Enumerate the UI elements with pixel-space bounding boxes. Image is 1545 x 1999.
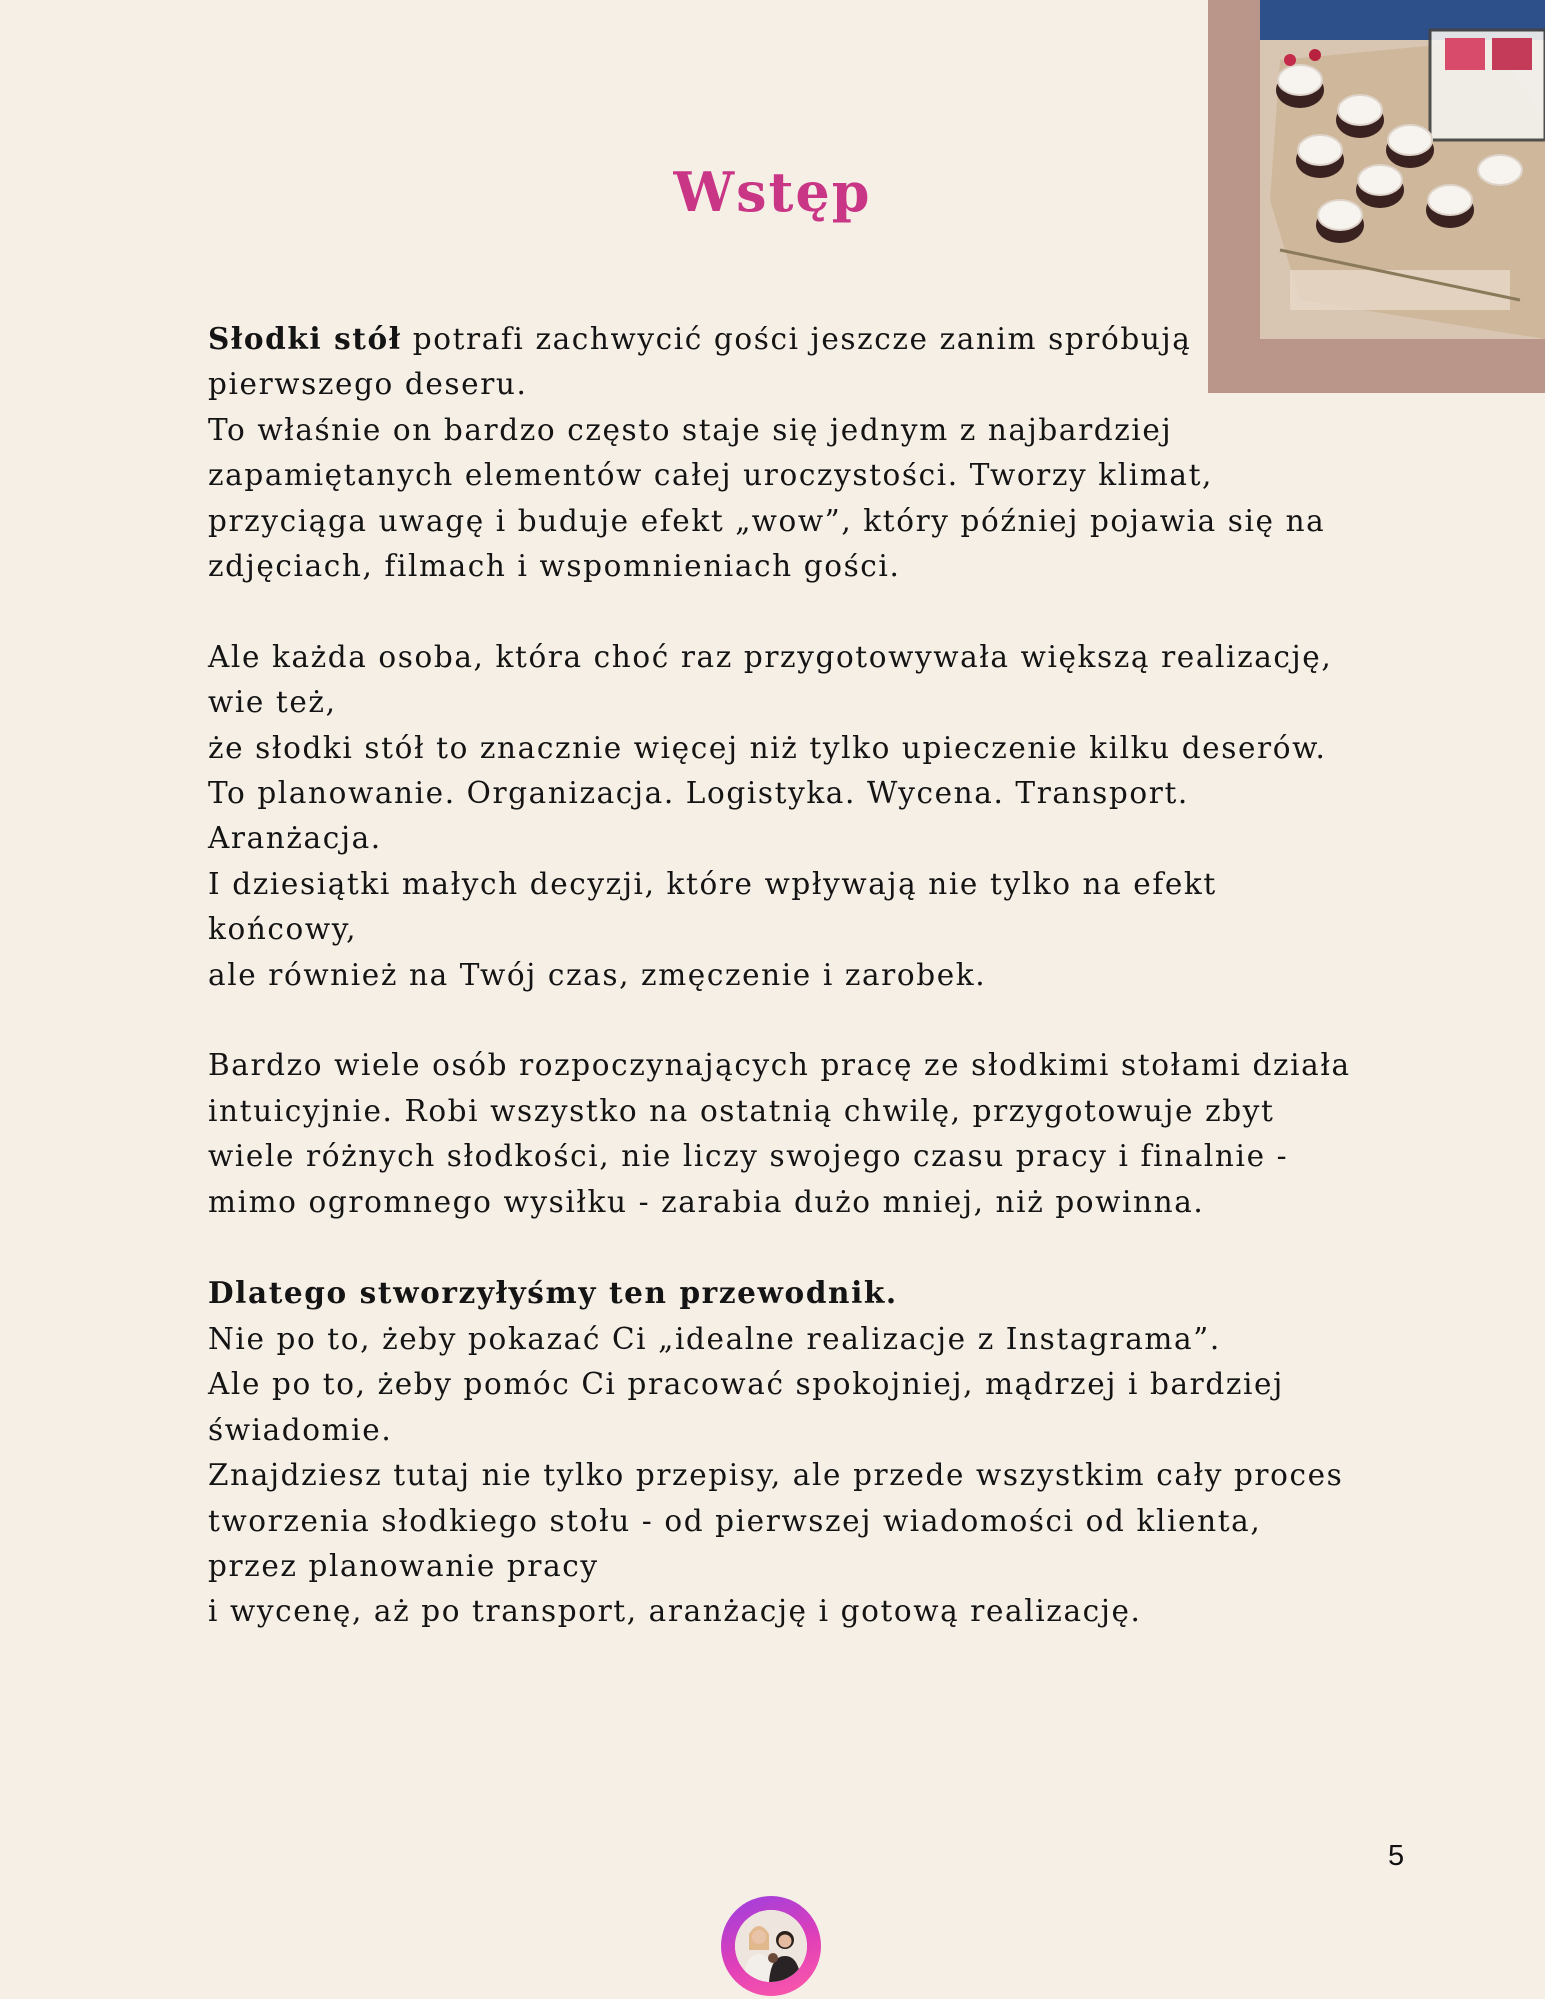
paragraph-gap xyxy=(208,1225,1358,1270)
authors-avatar-icon xyxy=(735,1910,807,1982)
text-line: końcowy, xyxy=(208,912,358,947)
text-line: pierwszego deseru. xyxy=(208,367,528,402)
text-line: To planowanie. Organizacja. Logistyka. Wycena. Transport. xyxy=(208,776,1189,811)
text-line: świadomie. xyxy=(208,1412,393,1447)
bold-phrase: Słodki stół xyxy=(208,321,402,356)
text-line: Nie po to, żeby pokazać Ci „idealne realizacje z Instagrama”. xyxy=(208,1321,1221,1356)
text-line xyxy=(208,316,1358,362)
text-line: Znajdziesz tutaj nie tylko przepisy, ale przede wszystkim cały proces xyxy=(208,1458,1344,1493)
text-line: I dziesiątki małych decyzji, które wpływają nie tylko na efekt xyxy=(208,866,1217,901)
paragraph-gap xyxy=(208,998,1358,1043)
text-line: zdjęciach, filmach i wspomnieniach gości. xyxy=(208,549,901,584)
text-line: że słodki stół to znacznie więcej niż tylko upieczenie kilku deserów. xyxy=(208,730,1327,765)
paragraph-gap xyxy=(208,589,1358,634)
text-line: Ale po to, żeby pomóc Ci pracować spokojniej, mądrzej i bardziej xyxy=(208,1367,1284,1402)
text-line: zapamiętanych elementów całej uroczystości. Tworzy klimat, xyxy=(208,458,1214,493)
intro-text xyxy=(208,316,1358,1635)
text-line: wiele różnych słodkości, nie liczy swojego czasu pracy i finalnie - xyxy=(208,1139,1289,1174)
text-line: mimo ogromnego wysiłku - zarabia dużo mniej, niż powinna. xyxy=(208,1184,1205,1219)
authors-logo[interactable] xyxy=(721,1896,821,1996)
text-line: ale również na Twój czas, zmęczenie i zarobek. xyxy=(208,957,987,992)
text-line: To właśnie on bardzo często staje się jednym z najbardziej xyxy=(208,412,1173,447)
text-span: potrafi zachwycić gości jeszcze zanim spróbują xyxy=(401,322,1192,356)
page-number: 5 xyxy=(1388,1840,1405,1872)
text-line: Aranżacja. xyxy=(208,821,382,856)
text-line: tworzenia słodkiego stołu - od pierwszej wiadomości od klienta, xyxy=(208,1503,1262,1538)
text-line: Ale każda osoba, która choć raz przygotowywała większą realizację, xyxy=(208,639,1333,674)
text-line: i wycenę, aż po transport, aranżację i gotową realizację. xyxy=(208,1594,1142,1629)
text-line: przez planowanie pracy xyxy=(208,1548,599,1583)
text-line: wie też, xyxy=(208,685,337,720)
text-line xyxy=(208,1270,1358,1316)
bold-phrase: Dlatego stworzyłyśmy ten przewodnik. xyxy=(208,1275,898,1311)
text-line: Bardzo wiele osób rozpoczynających pracę ze słodkimi stołami działa xyxy=(208,1048,1351,1083)
page-title: Wstęp xyxy=(673,160,872,224)
text-line: przyciąga uwagę i buduje efekt „wow”, który później pojawia się na xyxy=(208,503,1326,538)
text-line: intuicyjnie. Robi wszystko na ostatnią chwilę, przygotowuje zbyt xyxy=(208,1093,1275,1128)
